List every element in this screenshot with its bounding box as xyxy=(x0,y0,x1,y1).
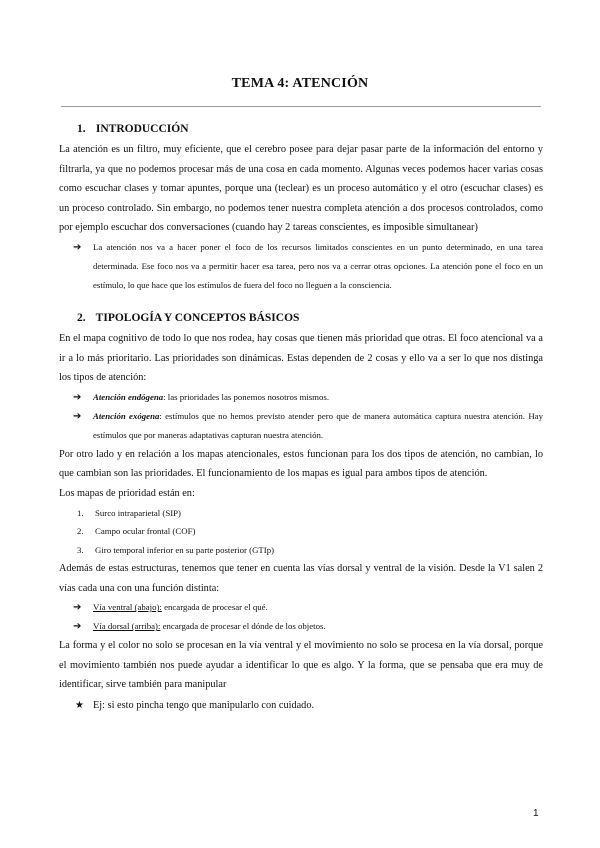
term-dorsal: Vía dorsal (arriba): xyxy=(93,621,161,632)
page-title: TEMA 4: ATENCIÓN xyxy=(231,76,369,91)
example-list xyxy=(59,695,543,716)
list-item xyxy=(59,388,543,407)
arrow-icon: ➔ xyxy=(73,391,82,403)
title-divider xyxy=(61,106,541,107)
section-number: 1. xyxy=(77,123,86,135)
maps-intro: Los mapas de prioridad están en: xyxy=(59,487,195,499)
page-number: 1 xyxy=(533,808,539,819)
section-number: 2. xyxy=(77,311,86,324)
section-heading-tipologia xyxy=(59,307,543,329)
arrow-icon: ➔ xyxy=(73,621,82,633)
section-title: INTRODUCCIÓN xyxy=(95,123,189,135)
bullet-text: La atención nos va a hacer poner el foco de los recursos limitados conscientes en un punto determinado, en una tarea determinada. Ese foco nos va a permitir hacer esa tarea, pero nos va a cerrar otras opciones. La atención pone el foco en un estímulo, lo que hace que los estímulos de fuera del foco no lleguen a la consciencia. xyxy=(93,241,543,290)
pathways-paragraph: Además de estas estructuras, tenemos que tener en cuenta las vías dorsal y ventral de la visión. Desde la V1 salen 2 vías cada una con una función distinta: xyxy=(59,563,543,594)
arrow-icon: ➔ xyxy=(73,410,82,422)
intro-paragraph: La atención es un filtro, muy eficiente, que el cerebro posee para dejar pasar parte de la información del entorno y filtrarla, ya que no podemos procesar más de una cosa en cada momento. Algunas veces podemos hacer varias cosas como escuchar clases y tomar apuntes, porque una (teclear) es un proceso automático y el otro (escuchar clases) es un proceso controlado. Sin embargo, no podemos tener nuestra completa atención a dos procesos controlados, como por ejemplo escuchar dos conversaciones (cuando hay 2 tareas conscientes, es imposible simultanear) xyxy=(59,144,543,234)
item-number: 2. xyxy=(77,526,84,537)
term-endogena: Atención endógena xyxy=(93,391,164,402)
list-item xyxy=(59,541,543,560)
term-description: encargada de procesar el dónde de los objetos. xyxy=(160,621,326,632)
term-exogena: Atención exógena xyxy=(93,410,160,421)
term-description: encargada de procesar el qué. xyxy=(161,602,268,613)
term-description: : estímulos que no hemos previsto atender pero que de manera automática captura nuestra atención. Hay estímulos que por maneras adaptativas capturan nuestra atención. xyxy=(93,410,543,440)
list-item xyxy=(59,238,543,295)
list-item xyxy=(59,617,543,636)
pathways-list xyxy=(59,598,543,636)
intro-bullet-list xyxy=(59,238,543,295)
item-text: Surco intraparietal (SIP) xyxy=(95,507,181,518)
item-text: Campo ocular frontal (COF) xyxy=(95,526,196,537)
item-number: 3. xyxy=(77,544,84,555)
term-ventral: Vía ventral (abajo): xyxy=(93,602,162,613)
priority-maps-list xyxy=(59,504,543,560)
item-number: 1. xyxy=(77,507,84,518)
attention-types-list xyxy=(59,388,543,445)
list-item xyxy=(59,598,543,617)
tipologia-paragraph: En el mapa cognitivo de todo lo que nos rodea, hay cosas que tienen más prioridad que otras. El foco atencional va a ir a lo más prioritario. Las prioridades son dinámicas. Estas dependen de 2 cosas y ello va a ser lo que nos distinga los tipos de atención: xyxy=(59,332,543,384)
form-color-paragraph: La forma y el color no solo se procesan en la vía ventral y el movimiento no solo se procesa en la vía dorsal, porque el movimiento también nos puede ayudar a identificar lo que es algo. Y la forma, que se pensaba que era muy de identificar, sirve también para manipular xyxy=(59,640,543,691)
section-title: TIPOLOGÍA Y CONCEPTOS BÁSICOS xyxy=(95,311,300,324)
section-heading-introduccion xyxy=(59,118,543,140)
item-text: Giro temporal inferior en su parte posterior (GTIp) xyxy=(95,544,275,555)
list-item xyxy=(59,695,543,716)
star-icon: ★ xyxy=(75,700,84,711)
list-item xyxy=(59,407,543,445)
document-body xyxy=(59,118,543,716)
maps-paragraph: Por otro lado y en relación a los mapas atencionales, estos funcionan para los dos tipos de atención, no cambian, lo que cambian son las prioridades. El funcionamiento de los mapas es igual para ambos tipos de atención. xyxy=(59,448,543,480)
example-text: Ej: si esto pincha tengo que manipularlo con cuidado. xyxy=(93,700,315,711)
term-description: : las prioridades las ponemos nosotros mismos. xyxy=(163,391,330,402)
arrow-icon: ➔ xyxy=(73,241,82,253)
list-item xyxy=(59,504,543,523)
arrow-icon: ➔ xyxy=(73,602,82,614)
list-item xyxy=(59,522,543,541)
